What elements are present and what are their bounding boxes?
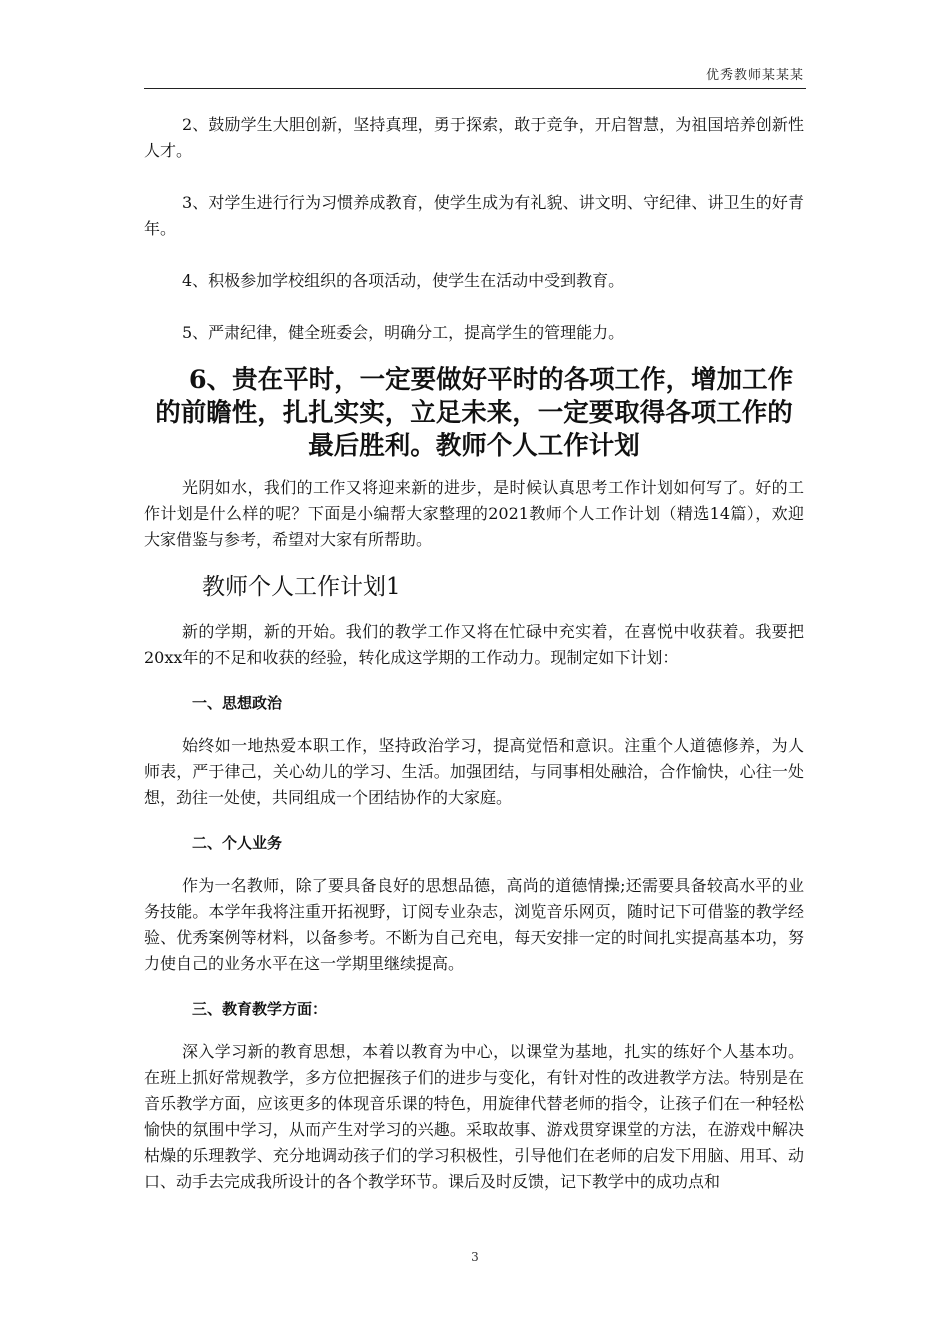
intro-paragraph: 光阴如水，我们的工作又将迎来新的进步，是时候认真思考工作计划如何写了。好的工作计划是什么样的呢？下面是小编帮大家整理的2021教师个人工作计划（精选14篇），欢迎大家借鉴与参考，希望对大家有所帮助。 <box>144 478 804 549</box>
page-header <box>144 62 806 89</box>
big-heading: 6、贵在平时，一定要做好平时的各项工作，增加工作的前瞻性，扎扎实实，立足未来，一定要取得各项工作的最后胜利。教师个人工作计划 <box>155 365 794 461</box>
document-body <box>144 112 804 1195</box>
subsection-title-2: 二、个人业务 <box>192 834 283 852</box>
subsection-title-1: 一、思想政治 <box>192 694 283 712</box>
paragraph-5: 5、严肃纪律，健全班委会，明确分工，提高学生的管理能力。 <box>182 323 625 342</box>
section-title: 教师个人工作计划1 <box>202 574 401 600</box>
page-number: 3 <box>471 1250 479 1264</box>
paragraph-4: 4、积极参加学校组织的各项活动，使学生在活动中受到教育。 <box>182 271 625 290</box>
subsection-body-2: 作为一名教师，除了要具备良好的思想品德，高尚的道德情操;还需要具备较高水平的业务技能。本学年我将注重开拓视野，订阅专业杂志，浏览音乐网页，随时记下可借鉴的教学经验、优秀案例等材料，以备参考。不断为自己充电，每天安排一定的时间扎实提高基本功，努力使自己的业务水平在这一学期里继续提高。 <box>144 876 804 973</box>
header-text: 优秀教师某某某 <box>705 68 804 83</box>
subsection-title-3: 三、教育教学方面： <box>192 1000 328 1018</box>
paragraph-2: 2、鼓励学生大胆创新，坚持真理，勇于探索，敢于竞争，开启智慧，为祖国培养创新性人才。 <box>144 115 804 160</box>
subsection-body-3: 深入学习新的教育思想，本着以教育为中心，以课堂为基地，扎实的练好个人基本功。在班上抓好常规教学，多方位把握孩子们的进步与变化，有针对性的改进教学方法。特别是在音乐教学方面，应该更多的体现音乐课的特色，用旋律代替老师的指令，让孩子们在一种轻松愉快的氛围中学习，从而产生对学习的兴趣。采取故事、游戏贯穿课堂的方法，在游戏中解决枯燥的乐理教学、充分地调动孩子们的学习积极性，引导他们在老师的启发下用脑、用耳、动口、动手去完成我所设计的各个教学环节。课后及时反馈，记下教学中的成功点和 <box>144 1042 804 1191</box>
subsection-body-1: 始终如一地热爱本职工作，坚持政治学习，提高觉悟和意识。注重个人道德修养，为人师表，严于律己，关心幼儿的学习、生活。加强团结，与同事相处融洽，合作愉快，心往一处想，劲往一处使，共同组成一个团结协作的大家庭。 <box>144 736 804 807</box>
paragraph-3: 3、对学生进行行为习惯养成教育，使学生成为有礼貌、讲文明、守纪律、讲卫生的好青年。 <box>144 193 804 238</box>
section-intro: 新的学期，新的开始。我们的教学工作又将在忙碌中充实着，在喜悦中收获着。我要把20xx年的不足和收获的经验，转化成这学期的工作动力。现制定如下计划： <box>144 622 804 667</box>
